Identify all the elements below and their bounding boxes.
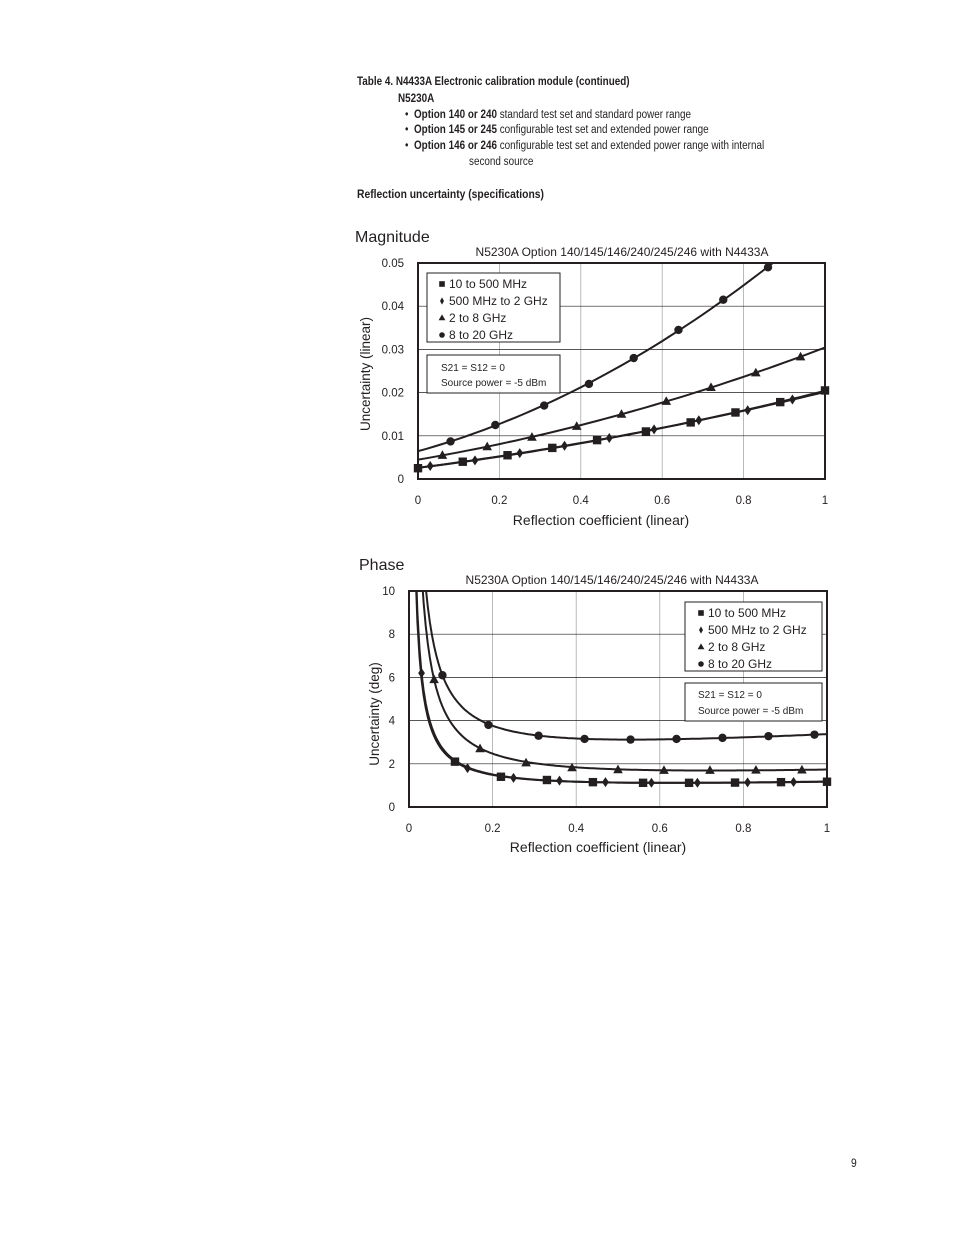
data-point-diamond (694, 778, 701, 788)
data-point-square (451, 757, 459, 765)
data-point-diamond (472, 455, 479, 465)
data-point-square (589, 778, 597, 786)
data-point-square (731, 778, 739, 786)
x-tick-label: 1 (821, 495, 829, 507)
annotation-line: S21 = S12 = 0 (698, 690, 762, 701)
legend-label: 8 to 20 GHz (708, 657, 773, 671)
legend (427, 273, 560, 342)
option-item: • Option 146 or 246 configurable test set and extended power range with internal (405, 140, 765, 152)
data-point-square (503, 451, 511, 459)
legend-label: 10 to 500 MHz (449, 277, 528, 291)
data-point-circle (534, 732, 542, 740)
data-point-diamond (427, 461, 434, 471)
y-tick-label: 0.04 (381, 301, 404, 314)
data-point-square (686, 418, 694, 426)
option-item: • Option 140 or 240 standard test set and standard power range (405, 109, 692, 121)
option-desc: standard test set and standard power range (496, 109, 692, 121)
data-point-diamond (464, 763, 471, 773)
data-point-diamond (602, 777, 609, 787)
x-tick-label: 0.4 (572, 495, 589, 507)
option-name: Option 146 or 246 (413, 140, 497, 152)
legend-marker-circle (698, 661, 704, 667)
data-point-square (642, 427, 650, 435)
legend-label: 8 to 20 GHz (449, 328, 514, 342)
y-tick-label: 0 (397, 474, 404, 486)
y-tick-label: 0.01 (381, 430, 404, 443)
data-point-circle (446, 437, 454, 445)
data-point-square (459, 458, 467, 466)
data-point-triangle (475, 744, 485, 753)
data-point-circle (626, 735, 634, 743)
legend-marker-square (698, 610, 704, 616)
option-name: Option 140 or 240 (413, 109, 497, 121)
y-tick-label: 4 (388, 715, 395, 728)
data-point-diamond (789, 395, 796, 405)
data-point-square (548, 444, 556, 452)
data-point-diamond (516, 448, 523, 458)
series-line (418, 392, 825, 468)
data-point-diamond (510, 773, 517, 783)
x-tick-label: 0.2 (484, 823, 501, 835)
data-point-square (497, 773, 505, 781)
data-point-square (593, 436, 601, 444)
data-point-diamond (651, 424, 658, 434)
data-point-circle (764, 732, 772, 740)
annotation (427, 355, 560, 393)
data-point-diamond (561, 441, 568, 451)
option-desc: configurable test set and extended power range with internal (496, 140, 765, 152)
option-item: • Option 145 or 245 configurable test set and extended power range (405, 124, 709, 136)
x-axis-label: Reflection coefficient (linear) (509, 839, 687, 855)
data-point-diamond (744, 777, 751, 787)
data-point-square (776, 398, 784, 406)
legend-label: 10 to 500 MHz (708, 606, 787, 620)
x-tick-label: 0.8 (735, 823, 752, 835)
x-tick-label: 1 (823, 823, 831, 835)
annotation (685, 683, 822, 721)
chart-title: N5230A Option 140/145/146/240/245/246 with N4433A (465, 573, 759, 587)
data-point-circle (674, 326, 682, 334)
annotation-line: Source power = -5 dBm (441, 378, 547, 389)
y-tick-label: 0.02 (381, 387, 404, 400)
data-point-circle (630, 354, 638, 362)
section-title: Reflection uncertainty (specifications) (357, 187, 544, 201)
data-point-triangle (429, 675, 439, 684)
data-point-diamond (606, 433, 613, 443)
data-point-diamond (695, 415, 702, 425)
magnitude-chart (340, 220, 840, 540)
legend-label: 2 to 8 GHz (449, 311, 507, 325)
data-point-circle (585, 380, 593, 388)
data-point-circle (491, 421, 499, 429)
data-point-square (685, 779, 693, 787)
series-line (418, 391, 825, 468)
data-point-square (543, 776, 551, 784)
data-point-circle (672, 735, 680, 743)
y-tick-label: 0.05 (381, 258, 404, 270)
legend-label: 500 MHz to 2 GHz (449, 294, 548, 308)
phase-chart (340, 548, 840, 868)
chart-heading: Phase (359, 557, 405, 574)
y-tick-label: 0.03 (381, 344, 404, 357)
chart-heading: Magnitude (355, 229, 430, 246)
data-point-diamond (744, 405, 751, 415)
data-point-circle (484, 721, 492, 729)
chart-title: N5230A Option 140/145/146/240/245/246 with N4433A (475, 245, 769, 259)
option-desc: configurable test set and extended power range (496, 124, 709, 136)
annotation-line: Source power = -5 dBm (698, 706, 804, 717)
y-axis-label: Uncertainty (deg) (367, 662, 382, 766)
data-point-square (639, 779, 647, 787)
data-point-circle (764, 263, 772, 271)
y-tick-label: 0 (388, 802, 395, 814)
y-tick-label: 6 (388, 672, 395, 685)
x-tick-label: 0.2 (491, 495, 508, 507)
annotation-line: S21 = S12 = 0 (441, 363, 505, 374)
x-tick-label: 0.6 (654, 495, 671, 507)
data-point-circle (810, 730, 818, 738)
x-tick-label: 0.6 (651, 823, 668, 835)
x-axis-label: Reflection coefficient (linear) (512, 512, 690, 528)
data-point-diamond (418, 668, 425, 678)
model-name: N5230A (398, 93, 435, 105)
data-point-circle (580, 735, 588, 743)
table-title: Table 4. N4433A Electronic calibration module (continued) (357, 76, 630, 88)
y-axis-label: Uncertainty (linear) (358, 316, 373, 432)
legend-label: 500 MHz to 2 GHz (708, 623, 807, 637)
x-tick-label: 0.4 (568, 823, 585, 835)
data-point-diamond (648, 778, 655, 788)
y-tick-label: 2 (388, 758, 395, 771)
page-number: 9 (851, 1156, 857, 1170)
data-point-diamond (790, 777, 797, 787)
data-point-circle (718, 734, 726, 742)
option-name: Option 145 or 245 (413, 124, 497, 136)
data-point-square (731, 408, 739, 416)
x-tick-label: 0 (405, 823, 413, 835)
data-point-circle (438, 671, 446, 679)
x-tick-label: 0 (414, 495, 422, 507)
data-point-circle (719, 296, 727, 304)
x-tick-label: 0.8 (735, 495, 752, 507)
data-point-square (777, 778, 785, 786)
y-tick-label: 10 (382, 586, 395, 598)
legend-marker-square (439, 281, 445, 287)
option-continuation: second source (469, 156, 534, 168)
data-point-diamond (556, 776, 563, 786)
y-tick-label: 8 (388, 629, 395, 642)
legend (685, 602, 822, 671)
legend-label: 2 to 8 GHz (708, 640, 766, 654)
legend-marker-circle (439, 332, 445, 338)
data-point-circle (540, 401, 548, 409)
